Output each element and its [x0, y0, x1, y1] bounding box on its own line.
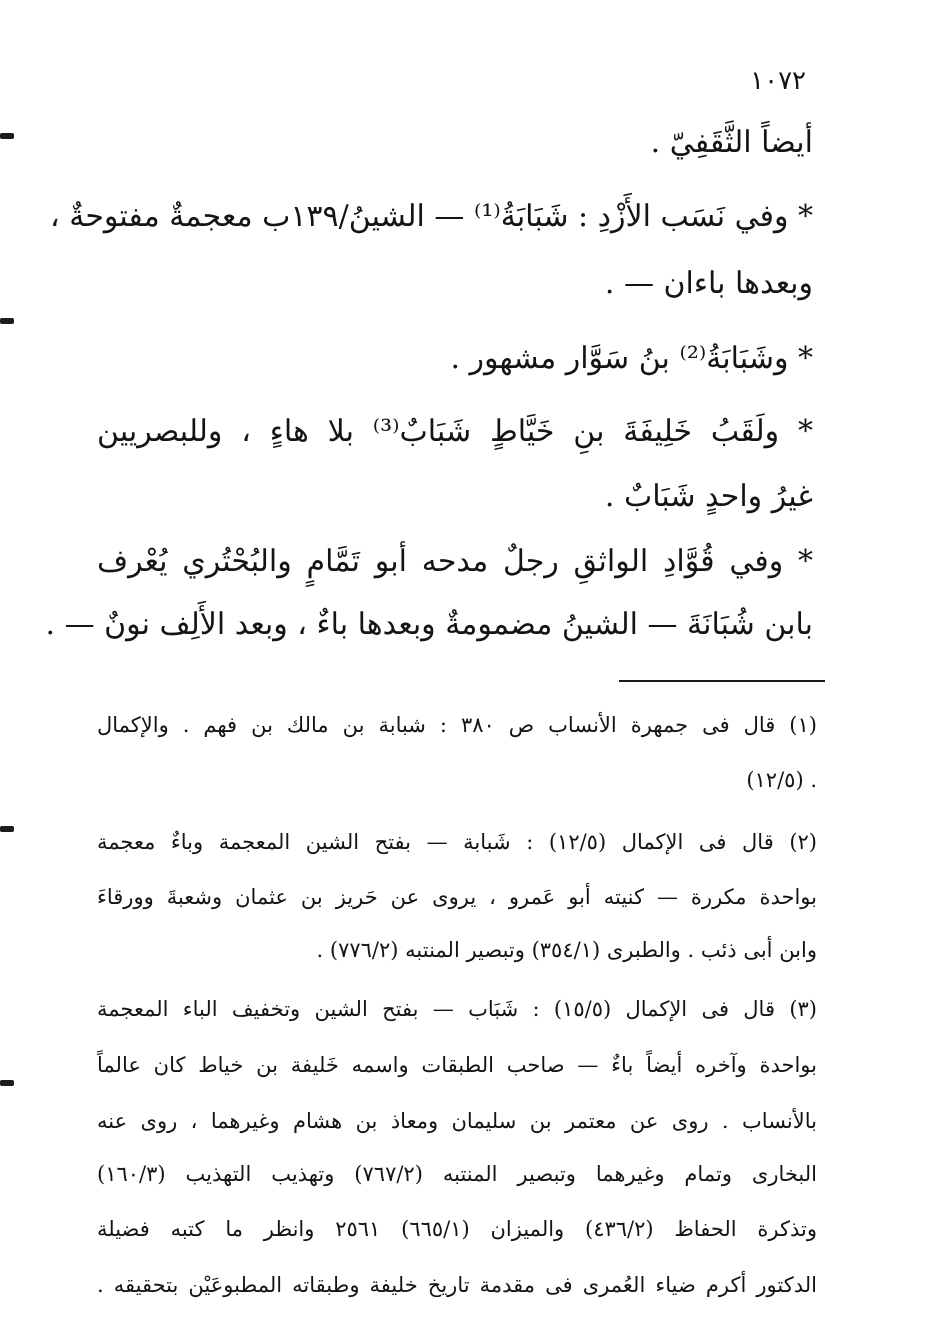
- footnote-line: بواحدة وآخره أيضاً باءٌ — صاحب الطبقات واسمه خَليفة بن خياط كان عالماً: [97, 1053, 817, 1077]
- main-text-line: * وشَبَابَةُ⁽²⁾ بنُ سَوَّار مشهور .: [450, 341, 813, 376]
- main-text-line: غيرُ واحدٍ شَبَابٌ .: [604, 479, 813, 514]
- scan-edge-mark: [0, 318, 14, 324]
- footnote-line: الدكتور أكرم ضياء العُمرى فى مقدمة تاريخ خليفة وطبقاته المطبوعَيْن بتحقيقه .: [97, 1273, 817, 1297]
- footnote-separator: [619, 680, 825, 682]
- footnote-line: البخارى وتمام وغيرهما وتبصير المنتبه (٧٦٧/٢) وتهذيب التهذيب (١٦٠/٣): [97, 1162, 817, 1186]
- footnote-line: وتذكرة الحفاظ (٤٣٦/٢) والميزان (٦٦٥/١) ٢٥٦١ وانظر ما كتبه فضيلة: [97, 1217, 817, 1241]
- main-text-line: * وفي نَسَب الأَزْدِ : شَبَابَةُ⁽¹⁾ — الشينُ/١٣٩ب معجمةٌ مفتوحةٌ ،: [50, 199, 813, 234]
- main-text-line: * ولَقَبُ خَلِيفَةَ بنِ خَيَّاطٍ شَبَابٌ⁽³⁾ بلا هاءٍ ، وللبصريين: [97, 414, 814, 449]
- footnote-line: بواحدة مكررة — كنيته أبو عَمرو ، يروى عن حَريز بن عثمان وشعبةَ وورقاءَ: [97, 885, 817, 909]
- main-text-line: أيضاً الثَّقَفِيّ .: [650, 125, 813, 160]
- main-text-line: بابن شُبَانَةَ — الشينُ مضمومةٌ وبعدها باءٌ ، وبعد الأَلِف نونٌ — .: [45, 607, 813, 642]
- scan-edge-mark: [0, 826, 14, 832]
- footnote-line: وابن أبى ذئب . والطبرى (٣٥٤/١) وتبصير المنتبه (٧٧٦/٢) .: [316, 938, 817, 962]
- main-text-line: وبعدها باءان — .: [604, 266, 813, 301]
- footnote-line: (١٢/٥) .: [746, 768, 817, 792]
- scan-edge-mark: [0, 133, 14, 139]
- page-number: ١٠٧٢: [750, 66, 806, 96]
- footnote-line: (٢) قال فى الإكمال (١٢/٥) : شَبابة — بفتح الشين المعجمة وباءٌ معجمة: [97, 830, 817, 854]
- main-text-line: * وفي قُوَّادِ الواثقِ رجلٌ مدحه أبو تَمَّامٍ والبُحْتُري يُعْرف: [97, 544, 813, 579]
- footnote-line: (١) قال فى جمهرة الأنساب ص ٣٨٠ : شبابة بن مالك بن فهم . والإكمال: [97, 713, 817, 737]
- scan-edge-mark: [0, 1080, 14, 1086]
- footnote-line: بالأنساب . روى عن معتمر بن سليمان ومعاذ بن هشام وغيرهما ، روى عنه: [97, 1109, 817, 1133]
- footnote-line: (٣) قال فى الإكمال (١٥/٥) : شَبَاب — بفتح الشين وتخفيف الباء المعجمة: [97, 997, 817, 1021]
